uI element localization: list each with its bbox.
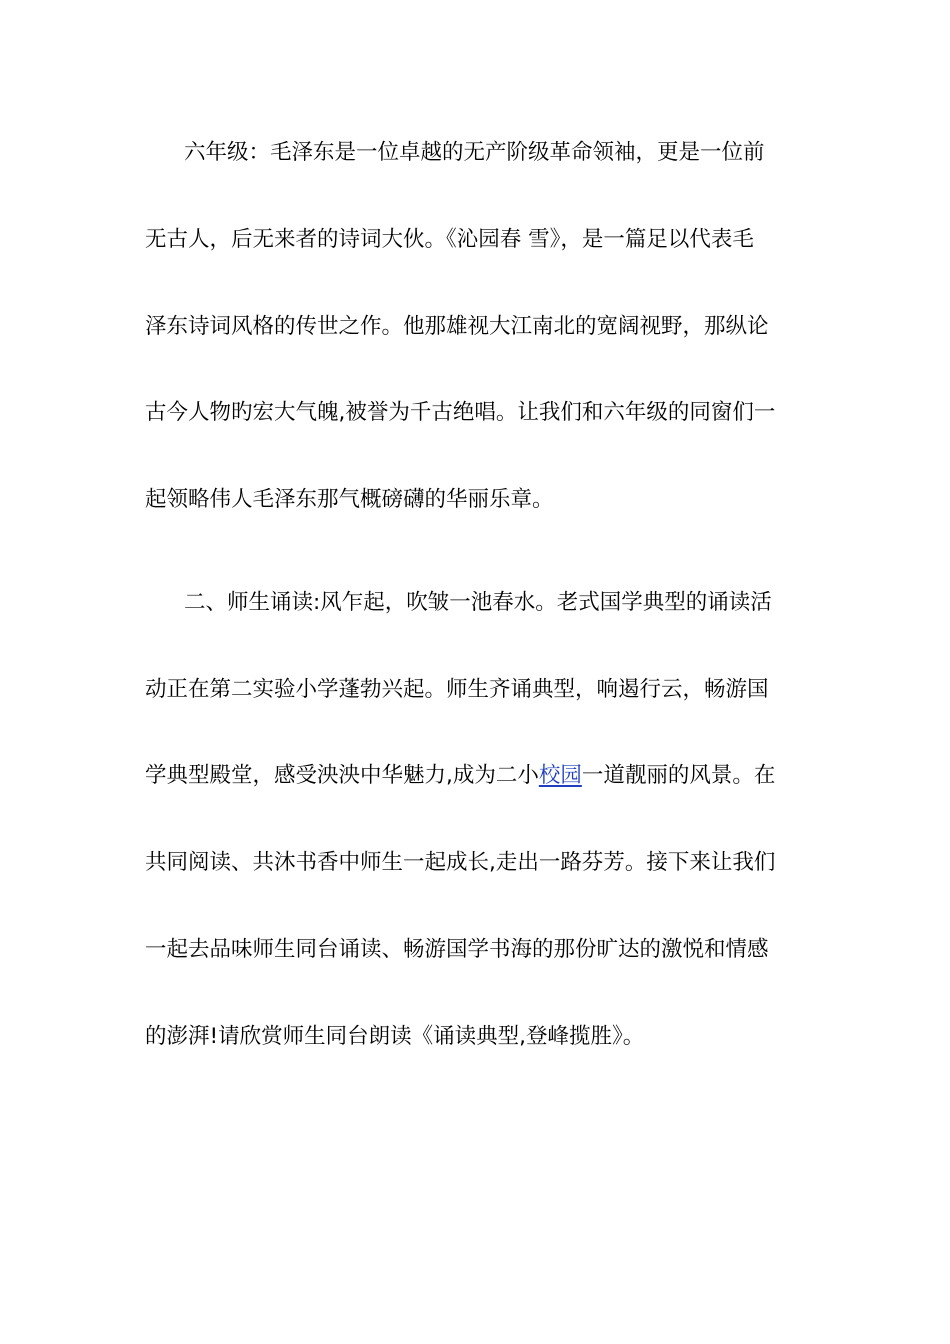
paragraph-1-line-5: 起领略伟人毛泽东那气概磅礴的华丽乐章。 (145, 487, 554, 512)
paragraph-2-line-5: 一起去品味师生同台诵读、畅游国学书海的那份旷达的激悦和情感 (145, 937, 769, 962)
paragraph-2-line-3-text-before: 学典型殿堂，感受泱泱中华魅力,成为二小 (145, 763, 539, 788)
paragraph-2-line-3-text-after: 一道靓丽的风景。在 (581, 763, 776, 788)
paragraph-2-line-3 (145, 762, 815, 790)
paragraph-2-line-4: 共同阅读、共沐书香中师生一起成长,走出一路芬芳。接下来让我们 (145, 850, 776, 875)
paragraph-1-line-3: 泽东诗词风格的传世之作。他那雄视大江南北的宽阔视野，那纵论 (145, 314, 769, 339)
paragraph-2-line-2: 动正在第二实验小学蓬勃兴起。师生齐诵典型，响遏行云，畅游国 (145, 677, 769, 702)
paragraph-2-line-6: 的澎湃!请欣赏师生同台朗读《诵读典型,登峰揽胜》。 (145, 1024, 645, 1049)
paragraph-1-line-4: 古今人物旳宏大气魄,被誉为千古绝唱。让我们和六年级的同窗们一 (145, 400, 776, 425)
campus-link[interactable]: 校园 (538, 763, 582, 788)
paragraph-2-line-1: 二、师生诵读:风乍起，吹皱一池春水。老式国学典型的诵读活 (184, 590, 772, 615)
paragraph-1-line-2: 无古人，后无来者的诗词大伙。《沁园春 雪》，是一篇足以代表毛 (145, 227, 754, 252)
paragraph-1-line-1: 六年级：毛泽东是一位卓越的无产阶级革命领袖，更是一位前 (184, 140, 765, 165)
